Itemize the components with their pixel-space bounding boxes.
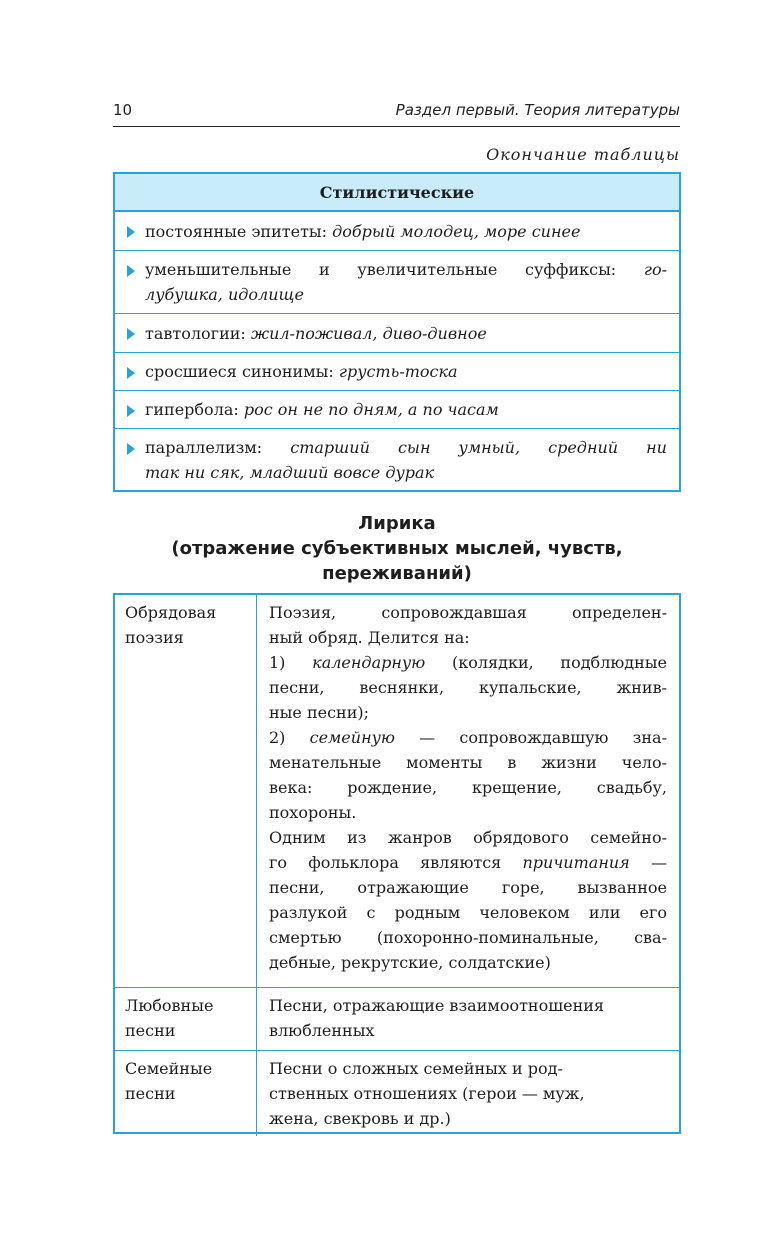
- lyrics-row-family: [115, 1051, 679, 1136]
- section-title: [113, 511, 681, 586]
- desc-text: го фольклора являются: [269, 853, 523, 872]
- term-cell: [115, 595, 257, 987]
- desc-line: Песни, отражающие взаимоотношения: [269, 996, 604, 1015]
- row-text: [145, 435, 667, 485]
- stylistic-heading: Стилистические: [115, 174, 679, 212]
- desc-term: семейную: [309, 728, 395, 747]
- row-example: так ни сяк, младший вовсе дурак: [145, 463, 435, 482]
- row-label: уменьшительные и увеличительные суффиксы:: [145, 260, 617, 279]
- desc-line: ственных отношениях (герои — муж,: [269, 1084, 585, 1103]
- row-example: старший сын умный, средний ни: [290, 438, 667, 457]
- row-line: [145, 460, 667, 485]
- desc-term: календарную: [312, 653, 426, 672]
- term-line: Семейные: [125, 1059, 213, 1078]
- header-rule: [113, 126, 680, 127]
- term-line: песни: [125, 1084, 176, 1103]
- desc-prefix: 2): [269, 728, 310, 747]
- term-line: Обрядовая: [125, 603, 217, 622]
- desc-line: влюбленных: [269, 1021, 375, 1040]
- row-label: постоянные эпитеты:: [145, 221, 328, 241]
- row-example: лубушка, идолище: [145, 285, 304, 304]
- stylistic-row: [115, 314, 679, 353]
- triangle-bullet-icon: [127, 328, 135, 340]
- desc-line: жена, свекровь и др.): [269, 1109, 451, 1128]
- triangle-bullet-icon: [127, 367, 135, 379]
- stylistic-table: [113, 172, 681, 492]
- desc-line: [269, 850, 667, 875]
- lyrics-table: [113, 593, 681, 1134]
- row-text: [145, 359, 667, 384]
- desc-line: ные песни);: [269, 703, 370, 722]
- row-line: [145, 282, 667, 307]
- term-cell: [115, 988, 257, 1050]
- row-example: жил-поживал, диво-дивное: [250, 323, 487, 343]
- triangle-bullet-icon: [127, 405, 135, 417]
- desc-line: [269, 650, 667, 675]
- row-label: параллелизм:: [145, 438, 263, 457]
- stylistic-row: [115, 212, 679, 251]
- desc-line: Поэзия, сопровождавшая определен-: [269, 603, 667, 622]
- term-line: песни: [125, 1021, 176, 1040]
- stylistic-row: [115, 391, 679, 429]
- lyrics-row-ritual: [115, 595, 679, 988]
- stylistic-row: [115, 251, 679, 314]
- row-text: [145, 257, 667, 307]
- section-title-line: Лирика: [358, 513, 436, 534]
- row-example: рос он не по дням, а по часам: [243, 400, 499, 419]
- desc-line: песни, отражающие горе, вызванное: [269, 878, 667, 897]
- term-line: поэзия: [125, 628, 184, 647]
- stylistic-row: [115, 429, 679, 491]
- desc-prefix: 1): [269, 653, 313, 672]
- row-example: грусть-тоска: [338, 362, 458, 381]
- triangle-bullet-icon: [127, 443, 135, 455]
- desc-line: Песни о сложных семейных и род-: [269, 1059, 563, 1078]
- desc-line: дебные, рекрутские, солдатские): [269, 953, 551, 972]
- desc-line: века: рождение, крещение, свадьбу,: [269, 778, 667, 797]
- desc-text: —: [629, 853, 667, 872]
- running-head: Раздел первый. Теория литературы: [395, 101, 680, 119]
- row-line: [145, 435, 667, 460]
- row-label: сросшиеся синонимы:: [145, 362, 334, 381]
- desc-line: смертью (похоронно-поминальные, сва-: [269, 928, 667, 947]
- desc-line: Одним из жанров обрядового семейно-: [269, 828, 667, 847]
- desc-text: (колядки, подблюдные: [425, 653, 668, 672]
- desc-line: песни, веснянки, купальские, жнив-: [269, 678, 667, 697]
- desc-line: [269, 725, 667, 750]
- desc-line: разлукой с родным человеком или его: [269, 903, 667, 922]
- description-cell: [257, 1051, 679, 1136]
- section-title-line: переживаний): [322, 563, 472, 584]
- table-caption: Окончание таблицы: [486, 145, 680, 164]
- desc-line: ный обряд. Делится на:: [269, 628, 470, 647]
- row-label: гипербола:: [145, 400, 239, 419]
- row-text: [145, 397, 667, 422]
- desc-text: — сопровождавшую зна-: [394, 728, 667, 747]
- row-example: го-: [643, 260, 668, 279]
- triangle-bullet-icon: [127, 226, 135, 238]
- triangle-bullet-icon: [127, 265, 135, 277]
- term-cell: [115, 1051, 257, 1136]
- row-label: тавтологии:: [145, 323, 246, 343]
- lyrics-row-love: [115, 988, 679, 1051]
- desc-line: похороны.: [269, 803, 357, 822]
- term-line: Любовные: [125, 996, 214, 1015]
- description-cell: [257, 595, 679, 987]
- desc-line: менательные моменты в жизни чело-: [269, 753, 667, 772]
- stylistic-row: [115, 353, 679, 391]
- row-line: [145, 257, 667, 282]
- row-text: [145, 219, 667, 244]
- section-title-line: (отражение субъективных мыслей, чувств,: [171, 538, 623, 559]
- description-cell: [257, 988, 679, 1050]
- row-example: добрый молодец, море синее: [332, 221, 581, 241]
- row-text: [145, 321, 667, 346]
- page-number: 10: [113, 101, 133, 119]
- desc-term: причитания: [522, 853, 630, 872]
